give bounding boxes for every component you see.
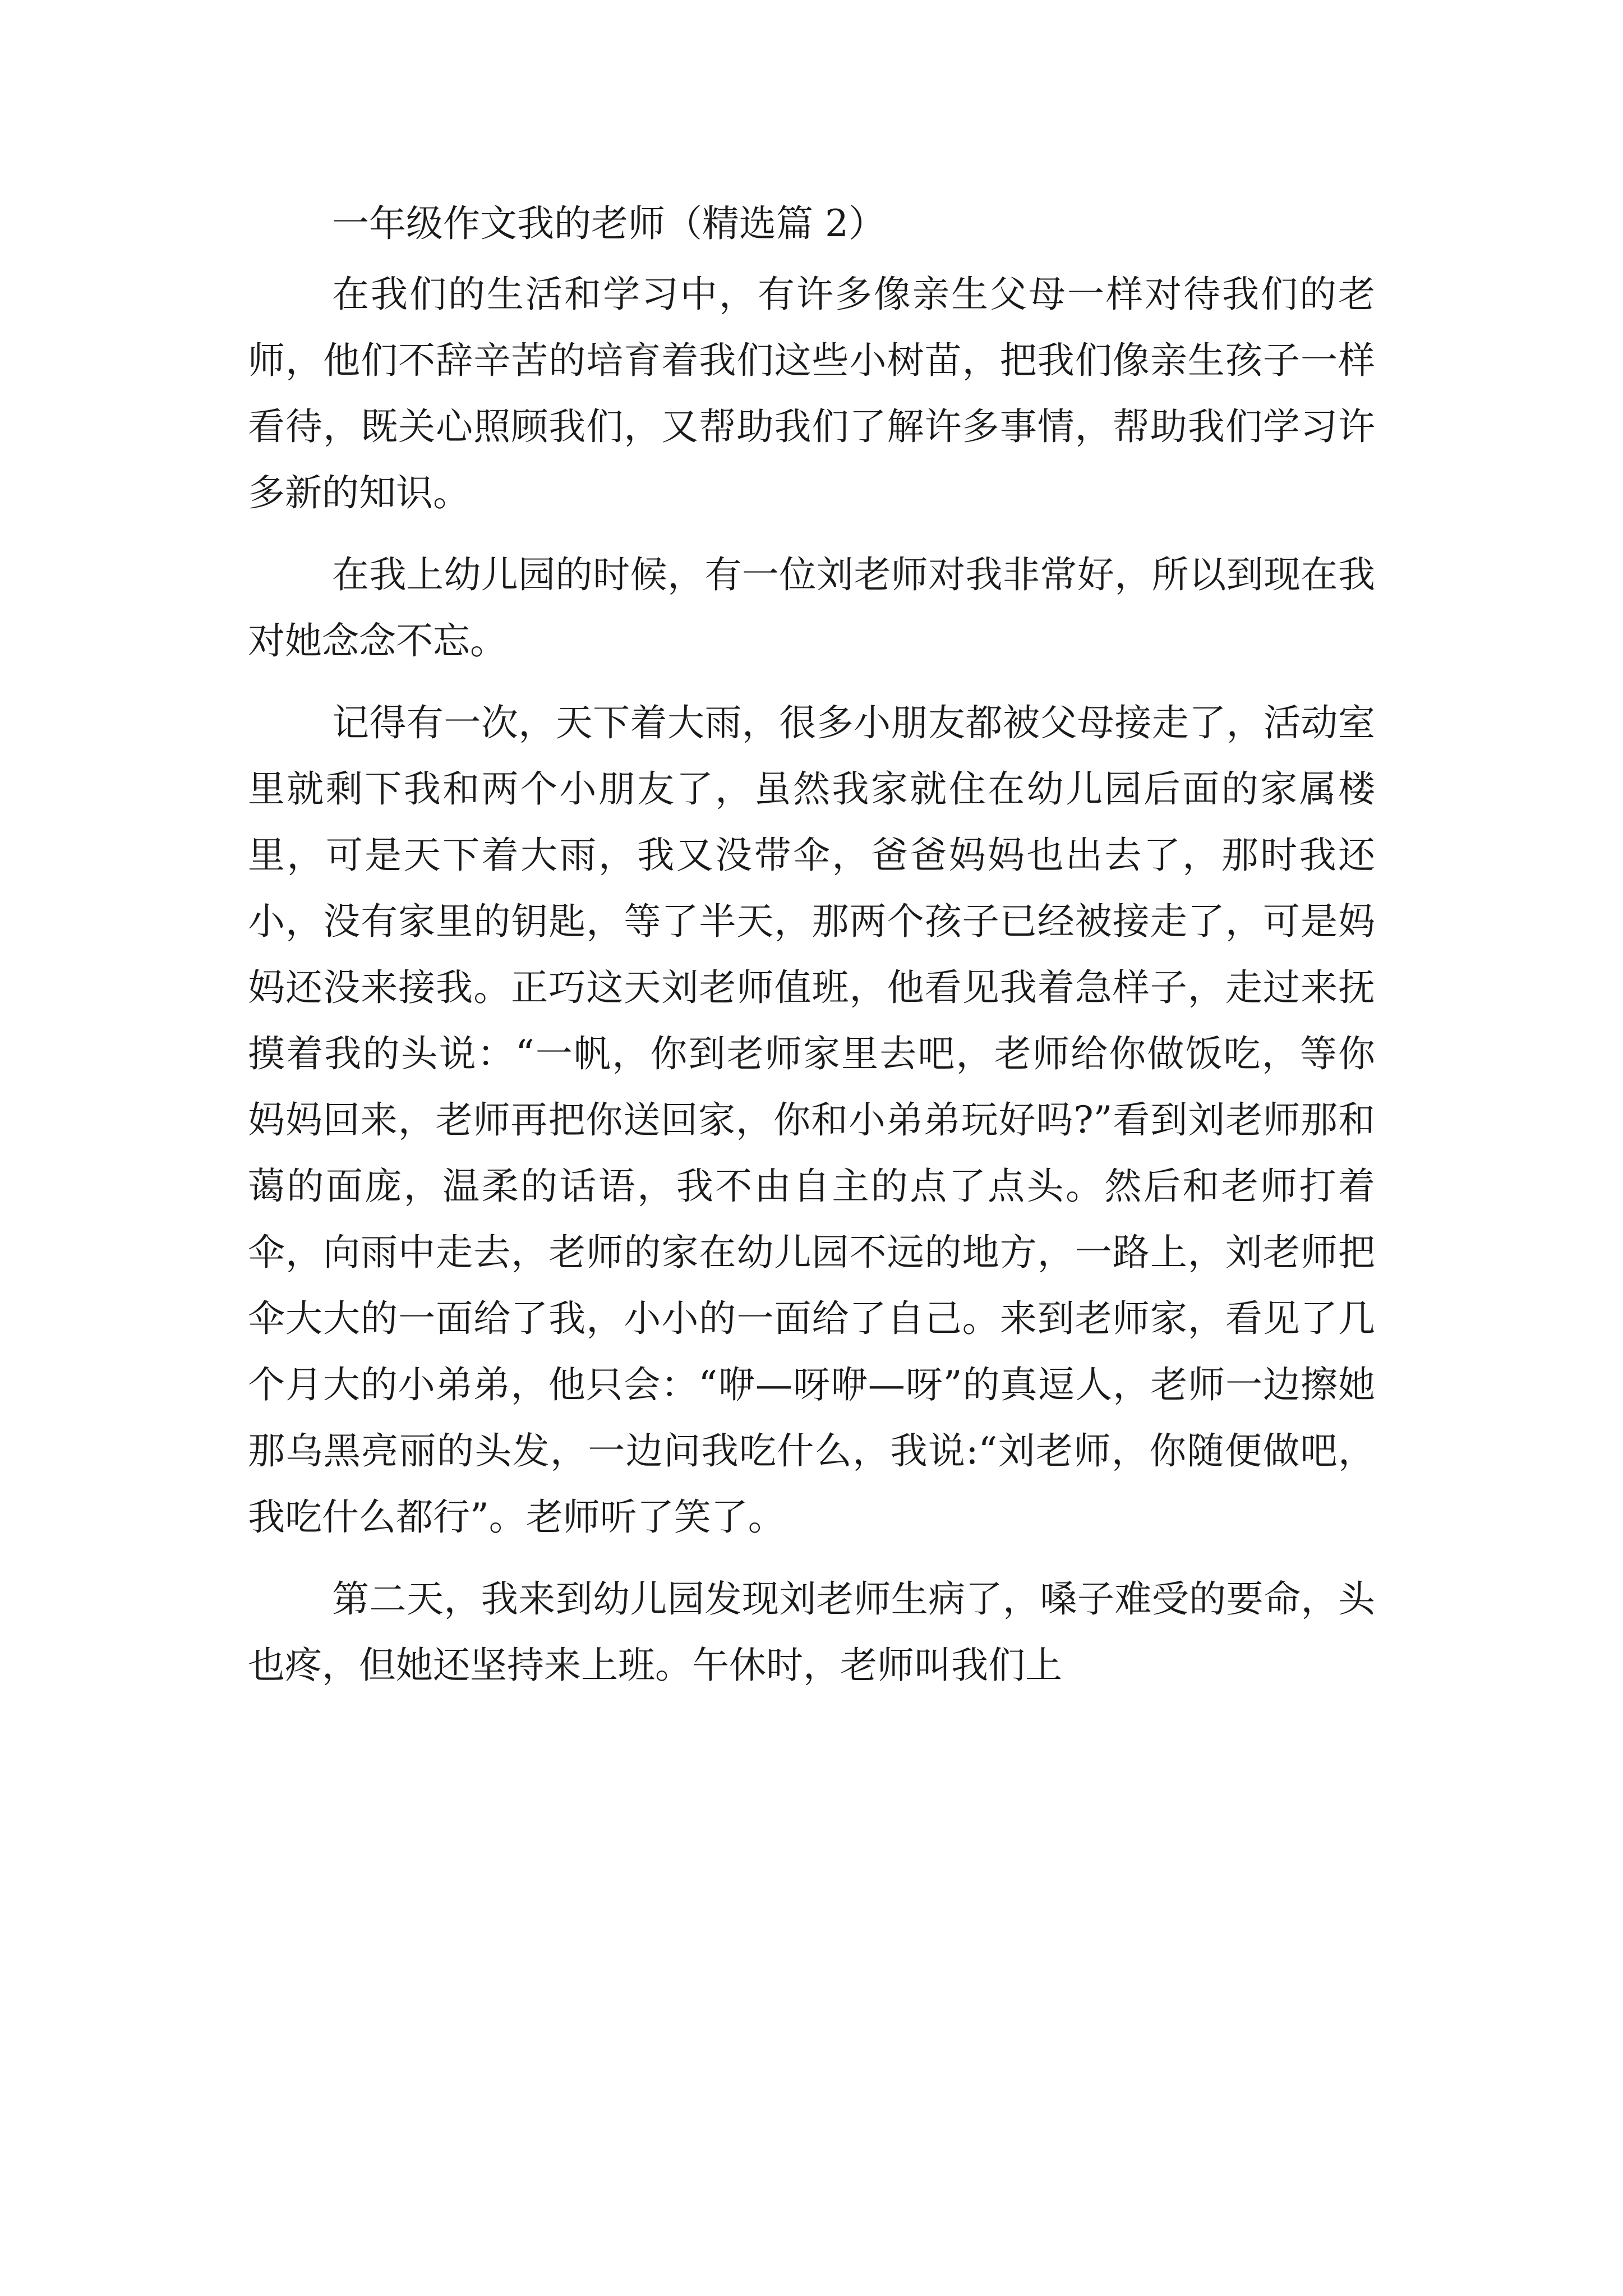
document-title: 一年级作文我的老师（精选篇 2） — [332, 202, 886, 245]
paragraph-3: 记得有一次，天下着大雨，很多小朋友都被父母接走了，活动室里就剩下我和两个小朋友了，虽然我家就住在幼儿园后面的家属楼里，可是天下着大雨，我又没带伞，爸爸妈妈也出去了，那时我还小，没有家里的钥匙，等了半天，那两个孩子已经被接走了，可是妈妈还没来接我。正巧这天刘老师值班，他看见我着急样子，走过来抚摸着我的头说：“一帆，你到老师家里去吧，老师给你做饭吃，等你妈妈回来，老师再把你送回家，你和小弟弟玩好吗?”看到刘老师那和蔼的面庞，温柔的话语，我不由自主的点了点头。然后和老师打着伞，向雨中走去，老师的家在幼儿园不远的地方，一路上，刘老师把伞大大的一面给了我，小小的一面给了自己。来到老师家，看见了几个月大的小弟弟，他只会：“咿—呀咿—呀”的真逗人，老师一边擦她那乌黑亮丽的头发，一边问我吃什么，我说:“刘老师，你随便做吧，我吃什么都行”。老师听了笑了。 — [248, 701, 1375, 1539]
document-body — [248, 191, 1375, 1699]
paragraph-4: 第二天，我来到幼儿园发现刘老师生病了，嗓子难受的要命，头也疼，但她还坚持来上班。午休时，老师叫我们上 — [248, 1577, 1375, 1687]
paragraph-2: 在我上幼儿园的时候，有一位刘老师对我非常好，所以到现在我对她念念不忘。 — [248, 553, 1375, 662]
paragraph-1: 在我们的生活和学习中，有许多像亲生父母一样对待我们的老师，他们不辞辛苦的培育着我们这些小树苗，把我们像亲生孩子一样看待，既关心照顾我们，又帮助我们了解许多事情，帮助我们学习许多新的知识。 — [248, 273, 1375, 514]
